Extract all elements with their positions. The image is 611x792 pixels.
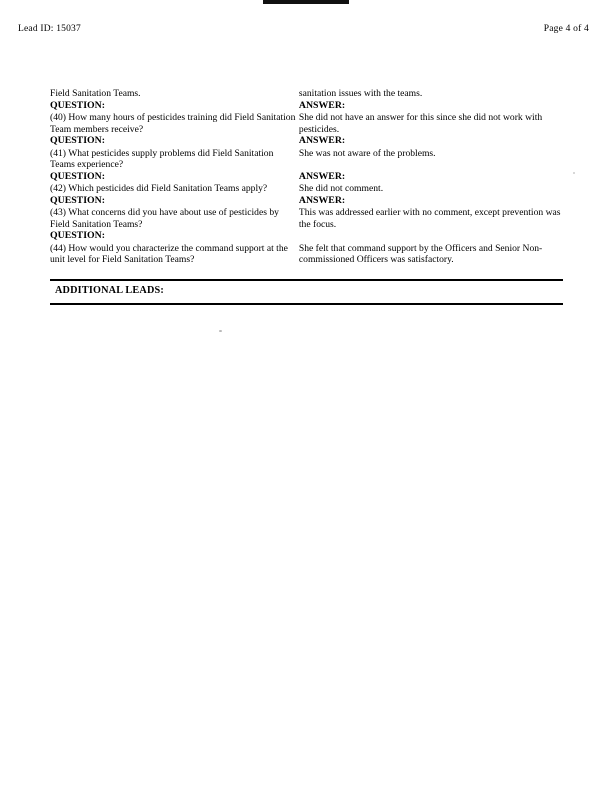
answer-text: This was addressed earlier with no comment, except prevention was the focus. [298, 207, 561, 230]
table-row [50, 243, 565, 266]
question-label-cell [50, 230, 299, 242]
answer-text-cell [299, 243, 565, 266]
scan-speck [573, 172, 575, 174]
table-row [50, 230, 565, 242]
question-text-cell [50, 243, 299, 266]
answer-label-cell [299, 195, 565, 207]
table-row [50, 135, 565, 147]
additional-leads-heading: ADDITIONAL LEADS: [55, 285, 164, 296]
qa-body [50, 88, 565, 266]
table-row [50, 100, 565, 112]
scan-speck [219, 330, 222, 332]
answer-label-cell [299, 100, 565, 112]
question-text: (43) What concerns did you have about use of pesticides by Field Sanitation Teams? [50, 207, 279, 230]
question-text: (40) How many hours of pesticides training did Field Sanitation Team members receive? [50, 112, 296, 135]
continuation-left-cell [50, 88, 299, 100]
table-row [50, 112, 565, 135]
question-label: QUESTION: [50, 170, 105, 182]
question-text: (41) What pesticides supply problems did Field Sanitation Teams experience? [50, 147, 274, 171]
answer-text: She felt that command support by the Officers and Senior Non-commissioned Officers was satisfactory. [298, 242, 543, 266]
continuation-right-text: sanitation issues with the teams. [298, 88, 423, 99]
question-label: QUESTION: [50, 135, 105, 147]
answer-text-cell [299, 112, 565, 135]
table-row [50, 148, 565, 171]
question-text-cell [50, 112, 299, 135]
question-label: QUESTION: [50, 99, 105, 111]
page-number-text: Page 4 of 4 [543, 24, 589, 34]
question-label-cell [50, 195, 299, 207]
continuation-right-cell [299, 88, 565, 100]
table-row [50, 183, 565, 195]
table-row [50, 195, 565, 207]
question-text-cell [50, 148, 299, 171]
lead-id-text: Lead ID: 15037 [18, 24, 81, 34]
answer-label-cell [299, 135, 565, 147]
answer-text-cell [299, 148, 565, 171]
answer-label: ANSWER: [298, 99, 346, 111]
question-label: QUESTION: [50, 194, 105, 206]
top-edge-mark [263, 0, 349, 4]
answer-text-cell [299, 183, 565, 195]
table-row [50, 171, 565, 183]
page-header [0, 24, 611, 38]
question-label-cell [50, 100, 299, 112]
table-row [50, 207, 565, 230]
question-text: (44) How would you characterize the command support at the unit level for Field Sanitation Teams? [50, 242, 288, 266]
answer-label: ANSWER: [298, 170, 346, 182]
section-divider-top [50, 279, 563, 281]
question-label: QUESTION: [50, 230, 105, 242]
answer-text: She did not comment. [298, 183, 384, 195]
answer-text-cell [299, 207, 565, 230]
question-text-cell [50, 183, 299, 195]
question-text-cell [50, 207, 299, 230]
question-label-cell [50, 171, 299, 183]
qa-table [50, 88, 565, 266]
section-divider-bottom [50, 303, 563, 305]
answer-label-cell [299, 230, 565, 242]
table-row [50, 88, 565, 100]
question-label-cell [50, 135, 299, 147]
answer-label: ANSWER: [298, 194, 346, 206]
answer-text: She did not have an answer for this since she did not work with pesticides. [298, 112, 543, 135]
answer-text: She was not aware of the problems. [298, 147, 436, 159]
answer-label: ANSWER: [298, 135, 346, 147]
question-text: (42) Which pesticides did Field Sanitation Teams apply? [50, 183, 268, 195]
answer-label-cell [299, 171, 565, 183]
continuation-left-text: Field Sanitation Teams. [50, 88, 141, 99]
